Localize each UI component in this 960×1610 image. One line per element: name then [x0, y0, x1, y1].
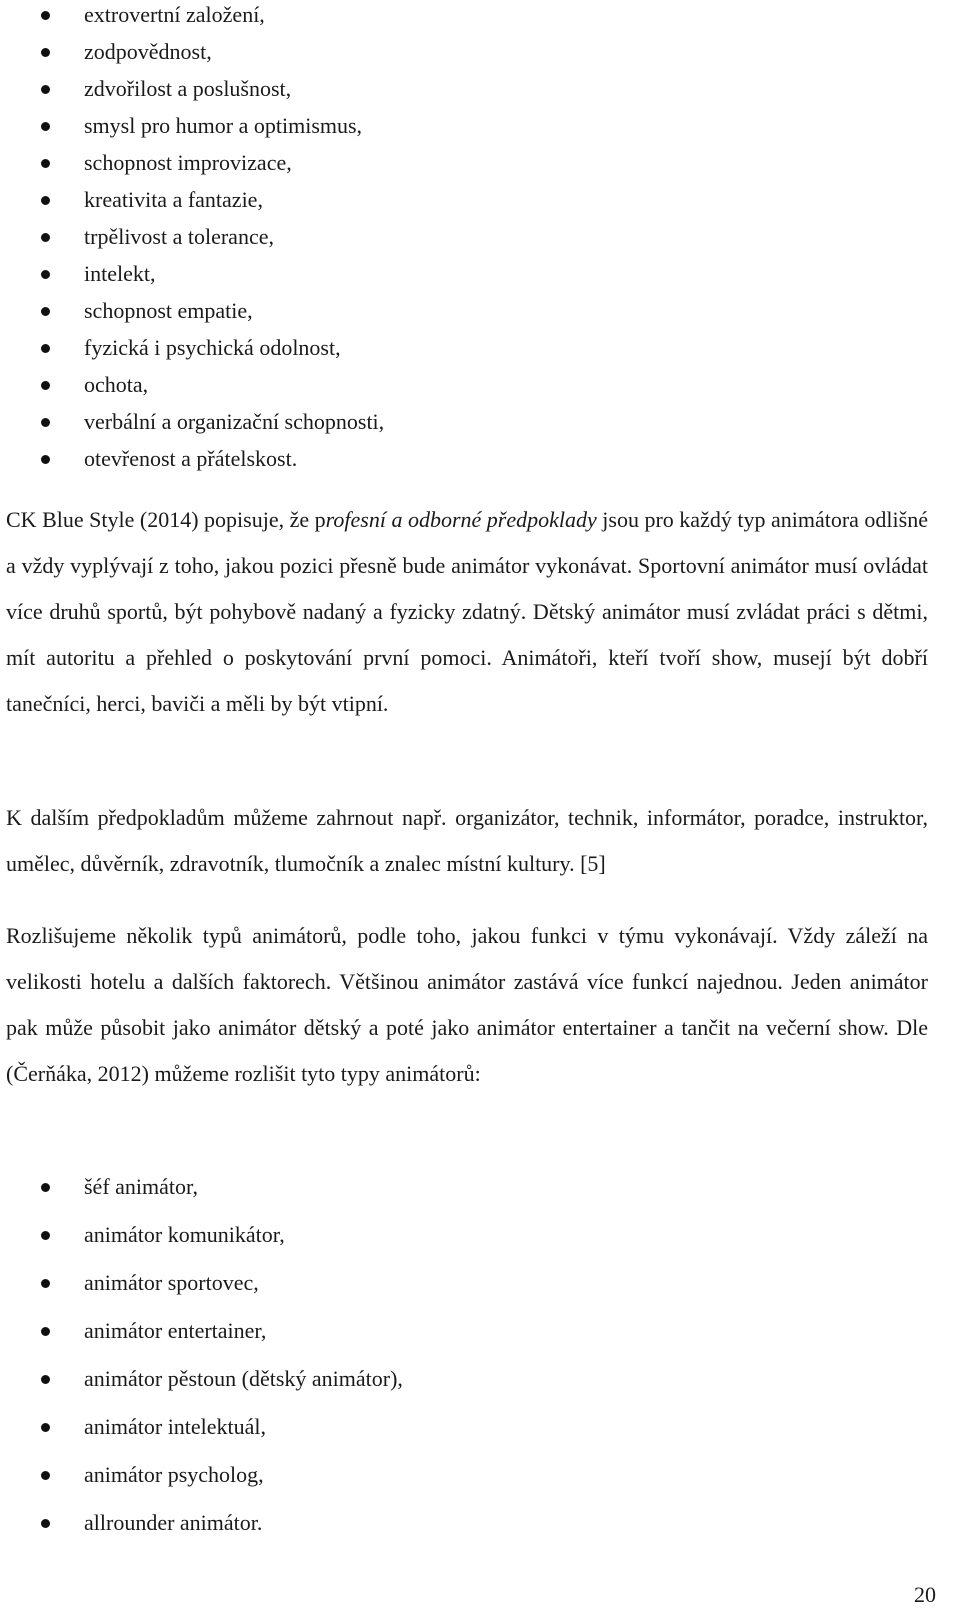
bullet-icon: [41, 418, 50, 427]
bullet-icon: [41, 1423, 50, 1432]
list-item: [0, 0, 384, 37]
bullet-icon: [41, 11, 50, 20]
list-item-text: otevřenost a přátelskost.: [84, 446, 298, 471]
bullet-icon: [41, 48, 50, 57]
bullet-icon: [41, 159, 50, 168]
bullet-icon: [41, 122, 50, 131]
list-item-text: intelekt,: [84, 261, 156, 286]
list-item-text: animátor entertainer,: [84, 1318, 267, 1343]
paragraph-animator-types: Rozlišujeme několik typů animátorů, podle toho, jakou funkci v týmu vykonávají. Vždy záleží na velikosti hotelu a dalších faktorech. Většinou animátor zastává více funkcí najednou. Jeden animátor pak může působit jako animátor dětský a poté jako animátor entertainer a tančit na večerní show. Dle (Čerňáka, 2012) můžeme rozlišit tyto typy animátorů:: [6, 923, 928, 1086]
paragraph-text: CK Blue Style (2014) popisuje, že p: [6, 507, 326, 532]
list-item-text: allrounder animátor.: [84, 1510, 263, 1535]
qualities-bullet-list: [0, 0, 384, 481]
list-item-text: animátor psycholog,: [84, 1462, 264, 1487]
list-item-text: kreativita a fantazie,: [84, 187, 263, 212]
list-item-text: schopnost improvizace,: [84, 150, 292, 175]
paragraph-further-prerequisites: K dalším předpokladům můžeme zahrnout např. organizátor, technik, informátor, poradce, instruktor, umělec, důvěrník, zdravotník, tlumočník a znalec místní kultury. [5]: [6, 805, 928, 876]
bullet-icon: [41, 455, 50, 464]
list-item: [0, 185, 384, 222]
bullet-icon: [41, 1471, 50, 1480]
bullet-icon: [41, 196, 50, 205]
list-item: [0, 222, 384, 259]
bullet-icon: [41, 1183, 50, 1192]
bullet-icon: [41, 1519, 50, 1528]
list-item: [0, 259, 384, 296]
list-item-text: animátor sportovec,: [84, 1270, 259, 1295]
page-number: 20: [914, 1582, 936, 1607]
list-item-text: šéf animátor,: [84, 1174, 198, 1199]
bullet-icon: [41, 381, 50, 390]
list-item-text: ochota,: [84, 372, 149, 397]
list-item: [0, 1266, 403, 1314]
list-item: [0, 1314, 403, 1362]
paragraph-text: jsou pro každý typ animátora odlišné a vždy vyplývají z toho, jakou pozici přesně bude animátor vykonávat. Sportovní animátor musí ovládat více druhů sportů, být pohybově nadaný a fyzicky zdatný. Dětský animátor musí zvládat práci s dětmi, mít autoritu a přehled o poskytování první pomoci. Animátoři, kteří tvoří show, musejí být dobří tanečníci, herci, baviči a měli by být vtipní.: [6, 507, 928, 716]
list-item: [0, 1170, 403, 1218]
list-item: [0, 74, 384, 111]
bullet-icon: [41, 1231, 50, 1240]
emphasized-term: rofesní a odborné předpoklady: [325, 507, 597, 532]
list-item-text: zdvořilost a poslušnost,: [84, 76, 292, 101]
list-item-text: schopnost empatie,: [84, 298, 253, 323]
list-item: [0, 370, 384, 407]
list-item-text: smysl pro humor a optimismus,: [84, 113, 363, 138]
list-item-text: animátor intelektuál,: [84, 1414, 267, 1439]
list-item: [0, 296, 384, 333]
list-item-text: trpělivost a tolerance,: [84, 224, 274, 249]
paragraph-prerequisites: [6, 497, 928, 727]
animator-types-bullet-list: [0, 1170, 403, 1554]
list-item: [0, 1458, 403, 1506]
bullet-icon: [41, 307, 50, 316]
list-item: [0, 1506, 403, 1554]
bullet-icon: [41, 1279, 50, 1288]
list-item-text: zodpovědnost,: [84, 39, 212, 64]
list-item-text: verbální a organizační schopnosti,: [84, 409, 385, 434]
list-item: [0, 1362, 403, 1410]
list-item: [0, 333, 384, 370]
bullet-icon: [41, 233, 50, 242]
bullet-icon: [41, 1375, 50, 1384]
list-item: [0, 111, 384, 148]
list-item: [0, 407, 384, 444]
bullet-icon: [41, 270, 50, 279]
bullet-icon: [41, 1327, 50, 1336]
list-item: [0, 1218, 403, 1266]
list-item-text: animátor pěstoun (dětský animátor),: [84, 1366, 403, 1391]
list-item-text: fyzická i psychická odolnost,: [84, 335, 341, 360]
list-item: [0, 1410, 403, 1458]
list-item: [0, 37, 384, 74]
list-item: [0, 444, 384, 481]
bullet-icon: [41, 344, 50, 353]
list-item-text: extrovertní založení,: [84, 2, 265, 27]
bullet-icon: [41, 85, 50, 94]
list-item-text: animátor komunikátor,: [84, 1222, 285, 1247]
list-item: [0, 148, 384, 185]
